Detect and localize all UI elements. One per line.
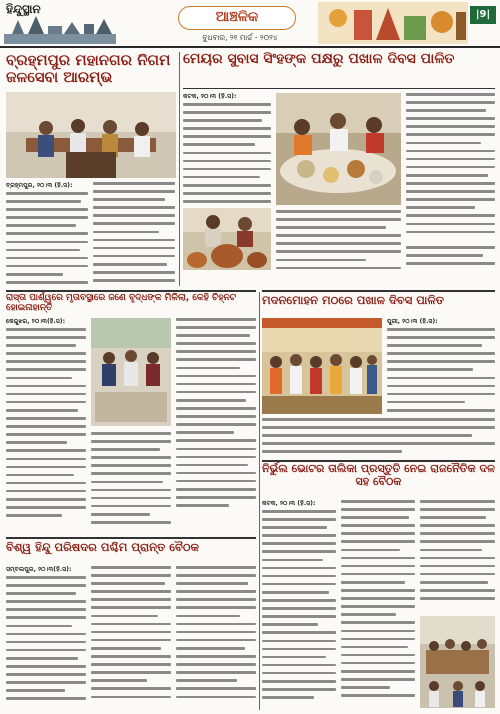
section-title: ଆଞ୍ଚଳିକ [178,6,296,30]
newspaper-logo [4,2,114,44]
masthead [0,0,500,48]
column-rule [259,292,260,710]
story2-dateline: କଟକ, ୨୦।୩ (ହି.ସ): [183,93,237,100]
page-number-badge: |9| [470,6,496,24]
issue-date: ବୁଧବାର, ୨୧ ମାର୍ଚ୍ଚ - ୨୦୨୪ [202,33,278,42]
story5-headline: ନିର୍ଭୁଲ ଭୋଟର ତାଲିକା ପ୍ରସ୍ତୁତି ନେଇ ରାଜନୈତିକ ଦଳ ସହ ବୈଠକ [262,462,495,488]
story4-body-bottom [262,418,495,458]
divider [183,88,495,89]
story5-body-col2 [341,500,415,710]
story5-dateline: କଟକ, ୨୦।୩ (ହି.ସ): [262,500,316,507]
divider [6,537,256,539]
story4-body-lines [387,328,495,414]
story4-headline: ମଦନମୋହନ ମଠରେ ପଖାଳ ଦିବସ ପାଳିତ [262,293,444,307]
story3-headline: ରାସ୍ତା ପାର୍ଶ୍ୱରେ ମୃତାବସ୍ଥାରେ ଜଣେ ବୃଦ୍ଧଙ୍କ ମିଳିଲା, କେହି ଚିହ୍ନଟ ହୋଇନାହାନ୍ତି [6,293,237,314]
story3-body-col3 [176,318,256,532]
story3-body-col2 [91,432,171,532]
story2-photo [276,93,401,205]
story4-photo [262,318,382,414]
story6-body-col3 [176,566,256,710]
divider [262,290,495,292]
story1-headline: ବ୍ରହ୍ମପୁର ମହାନଗର ନିଗମ ଜଳସେବା ଆରମ୍ଭ [6,51,171,87]
festival-illustration-icon [318,2,468,44]
story2-photo-pots [183,208,271,270]
story5-body-col3 [420,500,495,612]
story2-body-col3 [406,93,495,243]
story6-body-lines [6,576,86,710]
story2-headline: ମେୟର ସୁବାସ ସିଂହଙ୍କ ପକ୍ଷରୁ ପଖାଳ ଦିବସ ପାଳିତ [183,51,455,67]
story3-dateline: କେନ୍ଦୁଝର, ୨୦।୩(ହି.ସ): [6,318,66,325]
story1-photo [6,92,176,178]
story6-headline: ବିଶ୍ୱ ହିନ୍ଦୁ ପରିଷଦର ପଶ୍ଚିମ ପ୍ରାନ୍ତ ବୈଠକ [6,540,200,554]
story1-body-lines [6,192,88,288]
story2-body-col2b [276,210,401,274]
story4-dateline: ପୁରୀ, ୨୦।୩ (ହି.ସ): [387,318,438,325]
story5-photo [420,616,495,708]
story3-body-lines [6,328,86,532]
story3-photo [91,318,171,426]
paper-name: ହିନ୍ଦୁସ୍ଥାନ [6,2,41,16]
story1-body-col2 [93,182,175,288]
column-rule [179,52,180,286]
temple-skyline-icon [4,16,116,44]
divider [6,290,256,292]
story6-dateline: ସମ୍ବଲପୁର, ୨୦।୩(ହି.ସ): [6,566,72,573]
story5-body-lines [262,510,336,710]
story6-body-col2 [91,566,171,710]
story1-dateline: ବ୍ରହ୍ମପୁର, ୨୦।୩ (ହି.ସ): [6,182,73,189]
story2-body-col3b [406,246,495,274]
